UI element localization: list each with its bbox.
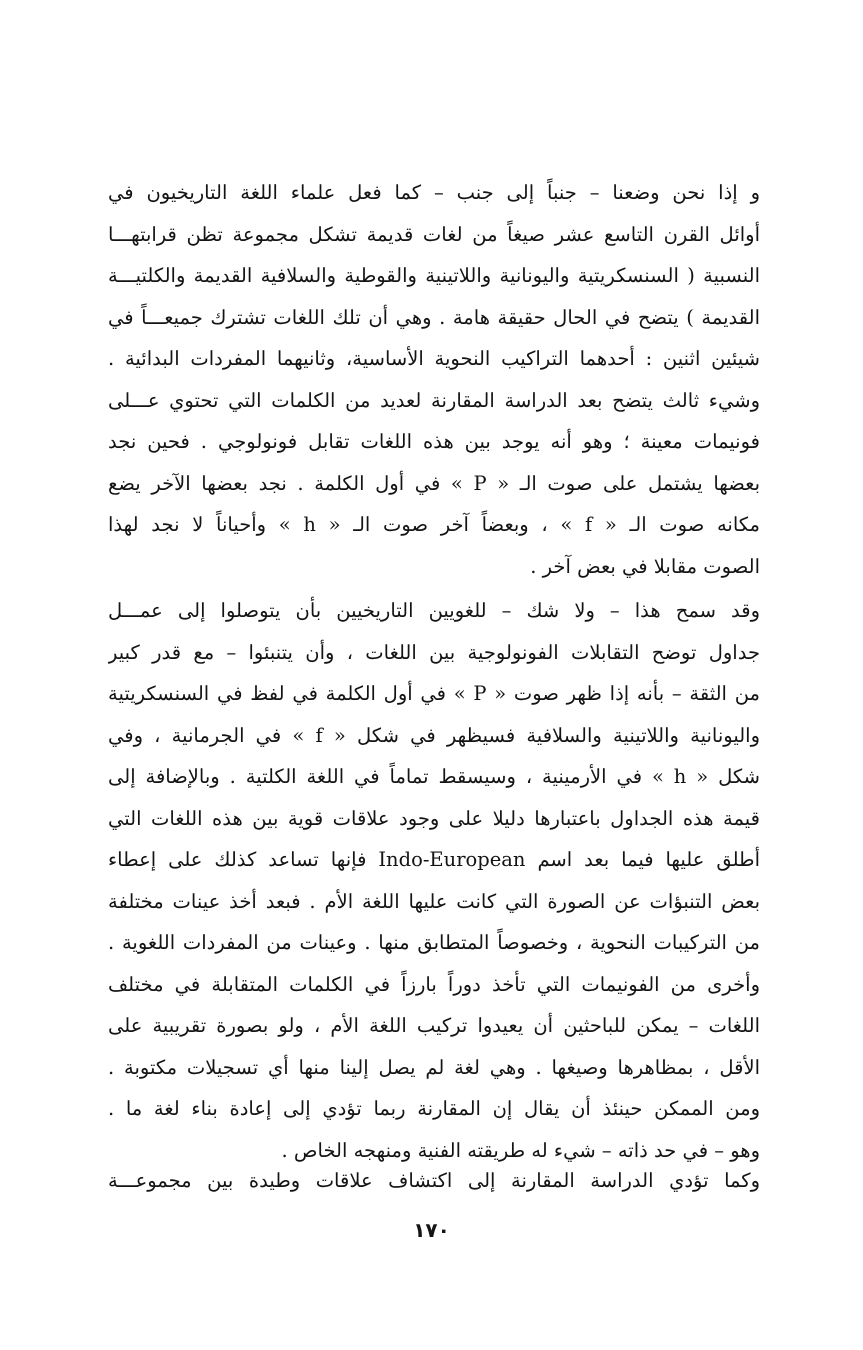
- text-line: بعض التنبؤات عن الصورة التي كانت عليها اللغة الأم . فبعد أخذ عينات مختلفة: [108, 889, 760, 913]
- text-line: من الثقة – بأنه إذا ظهر صوت « P » في أول الكلمة في لفظ في السنسكريتية: [108, 682, 760, 705]
- paragraph-1: [108, 172, 760, 587]
- text-line: وشيء ثالث يتضح بعد الدراسة المقارنة لعديد من الكلمات التي تحتوي عـــلى: [108, 388, 760, 412]
- text-line: ومن الممكن حينئذ أن يقال إن المقارنة ربما تؤدي إلى إعادة بناء لغة ما .: [108, 1097, 760, 1120]
- text-line: النسبية ( السنسكريتية واليونانية واللاتينية والقوطية والسلافية القديمة والكلتيـــة: [108, 264, 760, 287]
- text-line: أوائل القرن التاسع عشر صيغاً من لغات قديمة تشكل مجموعة تظن قرابتهـــا: [108, 222, 760, 246]
- text-line: أطلق عليها فيما بعد اسم Indo-European فإنها تساعد كذلك على إعطاء: [108, 848, 760, 871]
- text-line: وهو – في حد ذاته – شيء له طريقته الفنية ومنهجه الخاص .: [281, 1138, 760, 1162]
- text-line: فونيمات معينة ؛ وهو أنه يوجد بين هذه اللغات تقابل فونولوجي . فحين نجد: [108, 430, 760, 453]
- paragraph-2: [108, 590, 760, 1171]
- paragraph-3: [108, 1160, 760, 1202]
- text-line: من التركيبات النحوية ، وخصوصاً المتطابق منها . وعينات من المفردات اللغوية .: [108, 931, 760, 954]
- page-number: ١٧٠: [413, 1218, 450, 1242]
- text-line: الصوت مقابلا في بعض آخر .: [530, 554, 760, 578]
- text-line: شيئين اثنين : أحدهما التراكيب النحوية الأساسية، وثانيهما المفردات البدائية .: [108, 347, 760, 370]
- text-line: و إذا نحن وضعنا – جنباً إلى جنب – كما فعل علماء اللغة التاريخيون في: [108, 181, 760, 204]
- text-line: القديمة ) يتضح في الحال حقيقة هامة . وهي أن تلك اللغات تشترك جميعـــاً في: [108, 305, 760, 329]
- text-line: وأخرى من الفونيمات التي تأخذ دوراً بارزاً في الكلمات المتقابلة في مختلف: [108, 972, 760, 996]
- text-line: اللغات – يمكن للباحثين أن يعيدوا تركيب اللغة الأم ، ولو بصورة تقريبية على: [108, 1014, 760, 1037]
- text-line: وكما تؤدي الدراسة المقارنة إلى اكتشاف علاقات وطيدة بين مجموعـــة: [108, 1169, 760, 1192]
- text-line: وقد سمح هذا – ولا شك – للغويين التاريخيين بأن يتوصلوا إلى عمـــل: [108, 599, 760, 622]
- text-line: بعضها يشتمل على صوت الـ « P » في أول الكلمة . نجد بعضها الآخر يضع: [108, 471, 760, 495]
- text-line: الأقل ، بمظاهرها وصيغها . وهي لغة لم يصل إلينا منها أي تسجيلات مكتوبة .: [108, 1055, 760, 1079]
- text-line: قيمة هذه الجداول باعتبارها دليلا على وجود علاقات قوية بين هذه اللغات التي: [108, 806, 760, 830]
- text-line: مكانه صوت الـ « f » ، وبعضاً آخر صوت الـ « h » وأحياناً لا نجد لهذا: [108, 513, 760, 536]
- text-line: جداول توضح التقابلات الفونولوجية بين اللغات ، وأن يتنبئوا – مع قدر كبير: [108, 640, 760, 664]
- text-line: شكل « h » في الأرمينية ، وسيسقط تماماً في اللغة الكلتية . وبالإضافة إلى: [108, 765, 760, 788]
- text-line: واليونانية واللاتينية والسلافية فسيظهر في شكل « f » في الجرمانية ، وفي: [108, 723, 760, 747]
